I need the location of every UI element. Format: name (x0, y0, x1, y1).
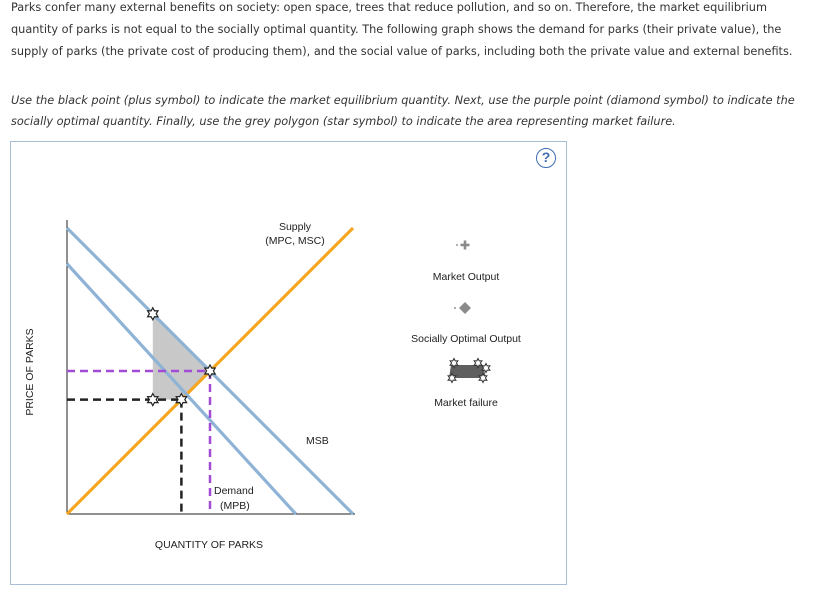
legend-socially-optimal-label: Socially Optimal Output (411, 333, 521, 345)
legend-diamond-icon[interactable] (459, 302, 471, 314)
x-axis-label: QUANTITY OF PARKS (154, 539, 264, 551)
legend-market-output-label: Market Output (432, 271, 500, 283)
help-icon[interactable]: ? (536, 148, 556, 168)
demand-label-line-1: Demand (214, 485, 254, 497)
intro-text: Parks confer many external benefits on society: open space, trees that reduce pollution, and so on. Therefore, the market equilibrium quantity of parks is not equal to the socially optimal quantity. The following graph shows the demand for parks (their private value), the supply of parks (the private cost of producing them), and the social value of parks, including both the private value and external benefits. (11, 1, 793, 58)
supply-label-line-2: (MPC, MSC) (265, 235, 325, 247)
demand-label-line-2: (MPB) (220, 500, 250, 512)
legend-market-failure-label: Market failure (434, 397, 498, 409)
supply-label-line-1: Supply (278, 221, 312, 233)
msb-label: MSB (306, 435, 329, 447)
demand-curve (67, 264, 296, 514)
instructions-text: Use the black point (plus symbol) to indicate the market equilibrium quantity. Next, use the purple point (diamond symbol) to indicate the socially optimal quantity. Finally, use the grey polygon (star symbol) to indicate the area representing market failure. (11, 94, 795, 128)
legend-plus-dot (456, 244, 458, 246)
y-axis-label: PRICE OF PARKS (24, 328, 36, 416)
legend-diamond-dot (454, 307, 456, 309)
